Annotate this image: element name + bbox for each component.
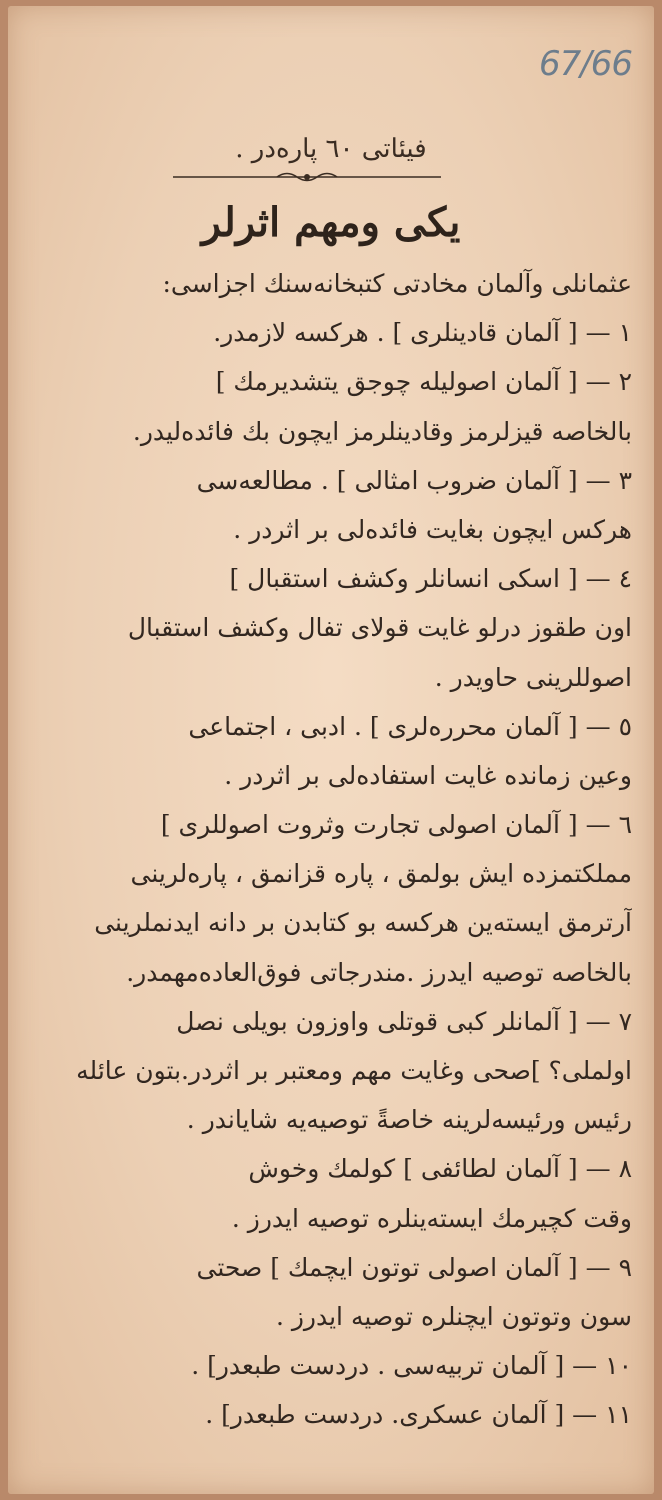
handwritten-note: 67/66 <box>539 44 632 84</box>
list-item: بالخاصه توصیه ایدرز .مندرجاتی فوق‌العاده‌مهمدر. <box>126 957 632 987</box>
list-item: وقت کچیرمك ایسته‌ینلره توصیه ایدرز . <box>231 1203 632 1233</box>
document-page <box>8 6 654 1494</box>
list-item: سون وتوتون ایچنلره توصیه ایدرز . <box>275 1301 632 1331</box>
list-item: اولملی؟ ]صحی وغایت مهم ومعتبر بر اثردر.بتون عائله <box>76 1056 632 1085</box>
list-item: ١ — [ آلمان قادینلری ] . هرکسه لازمدر. <box>213 318 632 348</box>
list-item: مملکتمزده ایش بولمق ، پاره قزانمق ، پاره‌لرینی <box>130 859 632 889</box>
list-item: آرترمق ایسته‌ین هرکسه بو کتابدن بر دانه ایدنملرینی <box>94 908 632 938</box>
list-item: ٣ — [ آلمان ضروب امثالی ] . مطالعه‌سی <box>196 465 632 495</box>
list-item: اصوللرینی حاویدر . <box>434 662 632 692</box>
book-list <box>36 259 632 1440</box>
list-item: ٩ — [ آلمان اصولی توتون ایچمك ] صحتی <box>196 1252 632 1282</box>
list-item: هرکس ایچون بغایت فائده‌لی بر اثردر . <box>233 514 632 544</box>
list-intro: عثمانلی وآلمان مخادتی کتبخانه‌سنك اجزاسی: <box>162 269 632 298</box>
price-line: فیئاتی ٦٠ پاره‌در . <box>235 134 427 164</box>
list-item: ٦ — [ آلمان اصولی تجارت وثروت اصوللری ] <box>160 810 632 840</box>
ornament-divider-icon <box>173 170 441 184</box>
list-item: ١٠ — [ آلمان تربیه‌سی . دردست طبعدر] . <box>191 1351 632 1381</box>
list-item: ٥ — [ آلمان محرره‌لری ] . ادبی ، اجتماعی <box>188 711 632 741</box>
list-item: ٧ — [ آلمانلر کبی قوتلی واوزون بویلی نصل <box>176 1006 632 1036</box>
list-item: اون طقوز درلو غایت قولای تفال وکشف استقبال <box>127 613 632 643</box>
list-item: رئیس ورئیسه‌لرینه خاصةً توصیه‌یه شایاندر . <box>186 1105 632 1135</box>
page-title: یکی ومهم اثرلر <box>201 199 461 246</box>
list-item: ١١ — [ آلمان عسکری. دردست طبعدر] . <box>205 1400 632 1430</box>
list-item: ٤ — [ اسکی انسانلر وکشف استقبال ] <box>229 564 632 594</box>
list-item: بالخاصه قیزلرمز وقادینلرمز ایچون بك فائده‌لیدر. <box>132 416 632 446</box>
list-item: وعین زمانده غایت استفاده‌لی بر اثردر . <box>224 760 632 790</box>
list-item: ٨ — [ آلمان لطائفی ] کولمك وخوش <box>248 1154 632 1184</box>
list-item: ٢ — [ آلمان اصولیله چوجق یتشدیرمك ] <box>215 367 632 397</box>
